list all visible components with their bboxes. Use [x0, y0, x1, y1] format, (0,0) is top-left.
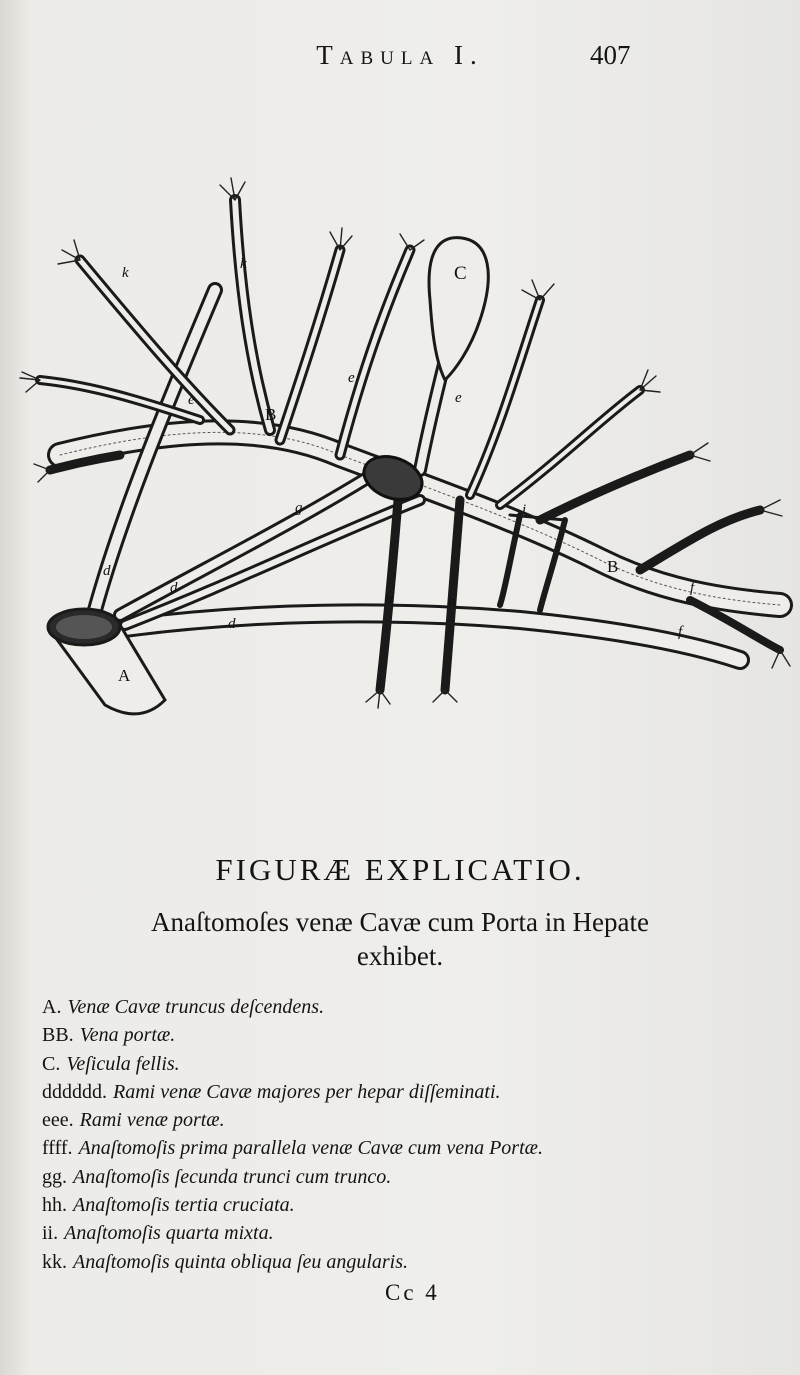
label-g: g	[295, 500, 303, 516]
label-d-1: d	[103, 563, 111, 579]
label-f-2: f	[678, 624, 683, 640]
legend-text: Anaſtomoſis ſecunda trunci cum trunco.	[73, 1165, 392, 1188]
legend-text: Rami venæ portæ.	[79, 1109, 225, 1132]
gall-bladder	[429, 238, 488, 380]
legend-item	[42, 1134, 782, 1162]
label-e-2: e	[348, 370, 355, 386]
label-B-left: B	[265, 405, 277, 424]
legend-text: Anaſtomoſis quinta obliqua ſeu angularis.	[73, 1250, 409, 1273]
legend-item	[42, 993, 782, 1021]
legend-key: ii.	[42, 1222, 59, 1245]
label-A: A	[118, 666, 131, 685]
label-C: C	[454, 263, 467, 284]
legend-text: Anaſtomoſis tertia cruciata.	[73, 1194, 295, 1217]
subtitle-line-1: Anaſtomoſes venæ Cavæ cum Porta in Hepate	[151, 907, 649, 937]
legend-item	[42, 1191, 782, 1219]
legend-key: eee.	[42, 1109, 74, 1132]
label-h-2: h	[448, 594, 456, 610]
legend-text: Vena portæ.	[79, 1024, 176, 1047]
legend-text: Veſicula fellis.	[66, 1052, 180, 1075]
label-i: i	[522, 502, 527, 518]
legend-item	[42, 1078, 782, 1106]
legend-key: gg.	[42, 1165, 67, 1188]
label-h-1: h	[385, 591, 393, 607]
label-f-1: f	[690, 580, 695, 596]
legend-item	[42, 1106, 782, 1134]
legend-text: Anaſtomoſis prima parallela venæ Cavæ cum vena Portæ.	[78, 1137, 543, 1160]
engraving-illustration	[0, 170, 800, 730]
legend-item	[42, 1248, 782, 1276]
legend-item	[42, 1021, 782, 1049]
legend-list	[42, 993, 782, 1276]
page-number: 407	[590, 40, 631, 70]
legend-key: kk.	[42, 1250, 67, 1273]
legend-item	[42, 1163, 782, 1191]
label-k-1: k	[122, 265, 129, 281]
label-e-3: e	[455, 390, 462, 406]
legend-key: BB.	[42, 1024, 74, 1047]
subtitle	[40, 905, 760, 973]
legend-key: A.	[42, 996, 62, 1018]
plate-title: Tabula I.	[316, 40, 484, 70]
legend-key: C.	[42, 1052, 61, 1075]
label-B-right: B	[607, 557, 619, 576]
legend-text: Venæ Cavæ truncus deſcendens.	[67, 996, 325, 1018]
legend-item	[42, 1050, 782, 1078]
section-heading: FIGURÆ EXPLICATIO.	[215, 852, 585, 887]
legend-text: Rami venæ Cavæ majores per hepar diſſeminati.	[113, 1080, 501, 1103]
legend-key: hh.	[42, 1194, 67, 1217]
label-d-3: d	[228, 616, 236, 632]
legend-text: Anaſtomoſis quarta mixta.	[64, 1222, 274, 1245]
legend-key: dddddd.	[42, 1080, 107, 1103]
signature-mark: Cc 4	[385, 1280, 440, 1305]
label-e-1: e	[188, 392, 195, 408]
subtitle-line-2: exhibet.	[356, 941, 444, 971]
label-k-2: k	[240, 256, 247, 272]
legend-item	[42, 1219, 782, 1247]
label-d-2: d	[170, 580, 178, 596]
legend-key: ffff.	[42, 1137, 73, 1160]
